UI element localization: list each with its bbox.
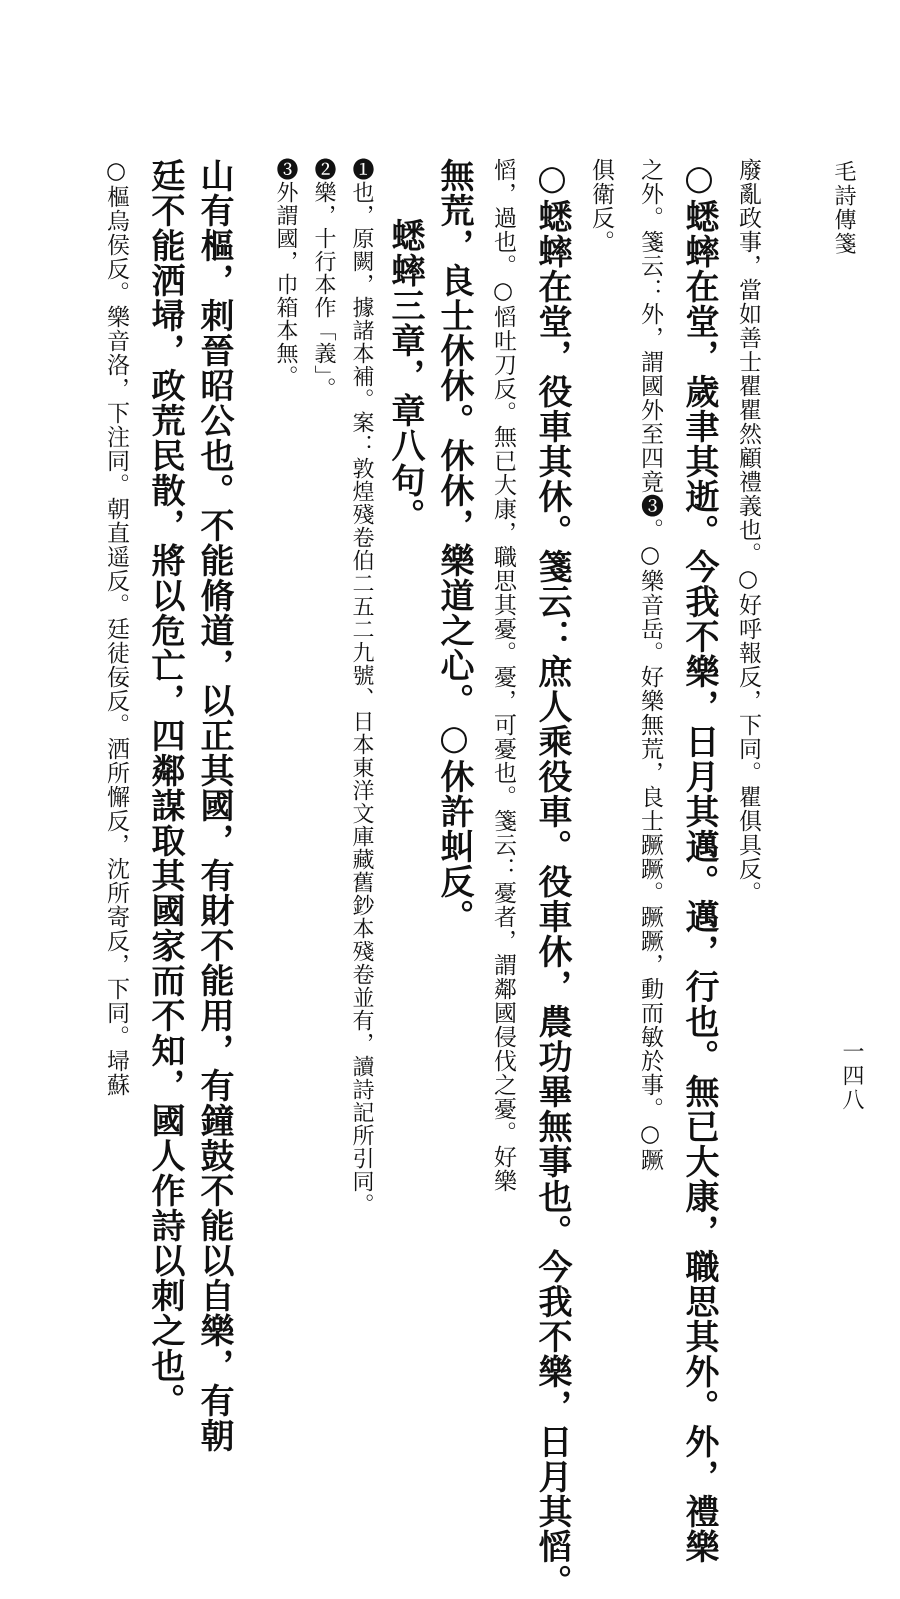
footnote-2: ❷樂，十行本作「義」。 <box>311 158 336 400</box>
main-text <box>91 158 772 1599</box>
book-title: 毛詩傳箋 <box>831 160 856 256</box>
text-column-6: 慆，過也。○慆吐刀反。無已大康，職思其憂。憂，可憂也。箋云：憂者，謂鄰國侵伐之憂。好樂 <box>490 158 516 1193</box>
footnote-3: ❸外謂國，巾箱本無。 <box>273 158 298 388</box>
text-column-1: 廢亂政事，當如善士瞿瞿然顧禮義也。○好呼報反，下同。瞿俱具反。 <box>735 158 761 905</box>
page-number: 一四八 <box>839 1040 864 1112</box>
column-gap <box>238 158 266 1298</box>
text-column-5: ○蟋蟀在堂，役車其休。箋云：庶人乘役車。役車休，農功畢無事也。今我不樂，日月其慆。 <box>532 158 572 1599</box>
text-column-13: 廷不能洒埽，政荒民散，將以危亡，四鄰謀取其國家而不知，國人作詩以刺之也。 <box>145 158 185 1418</box>
text-column-4: 俱衛反。 <box>588 158 614 254</box>
poem-title-line: 蟋蟀三章，章八句。 <box>385 218 425 533</box>
footnote-1: ❶也，原闕，據諸本補。案：敦煌殘卷伯二五二九號、日本東洋文庫藏舊鈔本殘卷並有，讀詩記所引同。 <box>349 158 374 1216</box>
text-column-2: ○蟋蟀在堂，歲聿其逝。今我不樂，日月其邁。邁，行也。無已大康，職思其外。外，禮樂 <box>679 158 719 1564</box>
text-column-3: 之外。箋云：外，謂國外至四竟❸。○樂音岳。好樂無荒，良士蹶蹶。蹶蹶，動而敏於事。○蹶 <box>637 158 663 1172</box>
text-column-12: 山有樞，刺晉昭公也。不能脩道，以正其國，有財不能用，有鐘鼓不能以自樂，有朝 <box>194 158 234 1453</box>
text-column-7: 無荒，良士休休。休休，樂道之心。○休許虯反。 <box>434 158 474 934</box>
text-column-14: ○樞烏侯反。樂音洛，下注同。朝直遥反。廷徒佞反。洒所懈反，沈所寄反，下同。埽蘇 <box>103 158 129 1097</box>
